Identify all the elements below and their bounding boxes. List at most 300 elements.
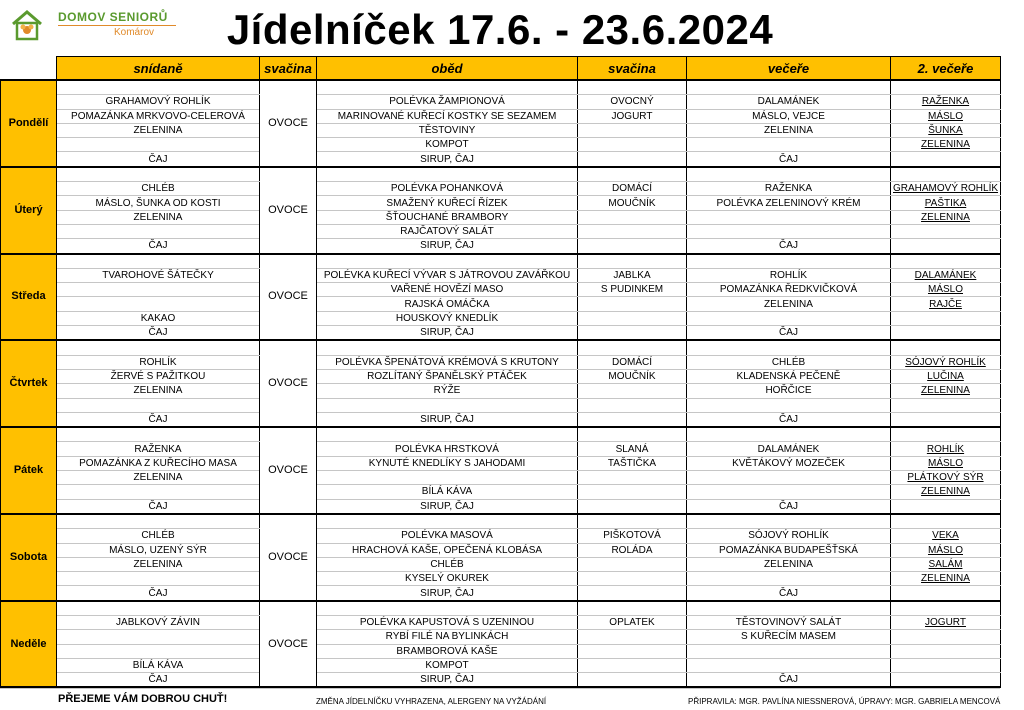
table-row xyxy=(1,152,1001,167)
cell-second-dinner xyxy=(891,182,1001,196)
cell-second-dinner xyxy=(891,268,1001,282)
cell-snack-2: PIŠKOTOVÁ xyxy=(578,529,687,543)
cell-snack-2 xyxy=(578,471,687,485)
cell-breakfast: ZELENINA xyxy=(57,557,260,571)
second-dinner-item: RAŽENKA xyxy=(921,96,970,108)
cell-breakfast xyxy=(57,485,260,499)
cell-snack-1: OVOCE xyxy=(260,80,317,167)
cell-lunch: VAŘENÉ HOVĚZÍ MASO xyxy=(317,283,578,297)
cell-breakfast xyxy=(57,138,260,152)
cell-lunch: POLÉVKA POHANKOVÁ xyxy=(317,182,578,196)
cell-second-dinner xyxy=(891,557,1001,571)
cell-second-dinner xyxy=(891,109,1001,123)
cell-dinner xyxy=(687,471,891,485)
cell-snack-2 xyxy=(578,514,687,529)
cell-snack-2: S PUDINKEM xyxy=(578,283,687,297)
cell-breakfast: ČAJ xyxy=(57,412,260,427)
cell-second-dinner xyxy=(891,427,1001,442)
cell-second-dinner xyxy=(891,673,1001,688)
cell-snack-2: DOMÁCÍ xyxy=(578,182,687,196)
cell-breakfast xyxy=(57,254,260,269)
table-row xyxy=(1,138,1001,152)
cell-second-dinner xyxy=(891,644,1001,658)
table-row xyxy=(1,398,1001,412)
cell-breakfast: GRAHAMOVÝ ROHLÍK xyxy=(57,95,260,109)
second-dinner-item: MÁSLO xyxy=(927,110,963,122)
second-dinner-item: LUČINA xyxy=(927,371,964,383)
cell-snack-2: JABLKA xyxy=(578,268,687,282)
cell-second-dinner xyxy=(891,384,1001,398)
cell-lunch: TĚSTOVINY xyxy=(317,123,578,137)
cell-breakfast: TVAROHOVÉ ŠÁTEČKY xyxy=(57,268,260,282)
table-row xyxy=(1,543,1001,557)
cell-breakfast: ČAJ xyxy=(57,152,260,167)
cell-dinner xyxy=(687,398,891,412)
cell-snack-2 xyxy=(578,123,687,137)
cell-second-dinner xyxy=(891,355,1001,369)
table-row xyxy=(1,283,1001,297)
cell-lunch xyxy=(317,514,578,529)
cell-snack-2: JOGURT xyxy=(578,109,687,123)
cell-dinner: TĚSTOVINOVÝ SALÁT xyxy=(687,615,891,629)
cell-lunch: HOUSKOVÝ KNEDLÍK xyxy=(317,311,578,325)
cell-dinner xyxy=(687,210,891,224)
cell-lunch xyxy=(317,601,578,616)
table-row xyxy=(1,239,1001,254)
cell-dinner xyxy=(687,224,891,238)
table-row xyxy=(1,224,1001,238)
second-dinner-item: ZELENINA xyxy=(921,139,970,151)
logo-subtitle: Komárov xyxy=(114,27,155,38)
day-label: Čtvrtek xyxy=(1,340,57,427)
cell-snack-2 xyxy=(578,644,687,658)
table-row xyxy=(1,485,1001,499)
cell-snack-2 xyxy=(578,586,687,601)
cell-dinner xyxy=(687,485,891,499)
day-label: Neděle xyxy=(1,601,57,688)
header-row xyxy=(1,57,1001,81)
cell-lunch: MARINOVANÉ KUŘECÍ KOSTKY SE SEZAMEM xyxy=(317,109,578,123)
cell-breakfast: POMAZÁNKA MRKVOVO-CELEROVÁ xyxy=(57,109,260,123)
cell-breakfast: ČAJ xyxy=(57,239,260,254)
cell-second-dinner xyxy=(891,152,1001,167)
cell-lunch xyxy=(317,340,578,355)
cell-breakfast xyxy=(57,572,260,586)
cell-second-dinner xyxy=(891,224,1001,238)
cell-dinner xyxy=(687,311,891,325)
cell-second-dinner xyxy=(891,340,1001,355)
header-dinner: večeře xyxy=(687,57,891,81)
cell-snack-2 xyxy=(578,326,687,341)
cell-snack-1: OVOCE xyxy=(260,340,317,427)
cell-breakfast xyxy=(57,514,260,529)
second-dinner-item: ROHLÍK xyxy=(926,443,965,455)
cell-lunch: RAJČATOVÝ SALÁT xyxy=(317,224,578,238)
cell-dinner: POLÉVKA ZELENINOVÝ KRÉM xyxy=(687,196,891,210)
cell-lunch: SIRUP, ČAJ xyxy=(317,239,578,254)
cell-snack-2: MOUČNÍK xyxy=(578,196,687,210)
cell-dinner: ČAJ xyxy=(687,673,891,688)
cell-breakfast: ČAJ xyxy=(57,586,260,601)
cell-dinner xyxy=(687,572,891,586)
table-row xyxy=(1,514,1001,529)
cell-snack-2: OVOCNÝ xyxy=(578,95,687,109)
cell-lunch: SIRUP, ČAJ xyxy=(317,499,578,514)
cell-lunch: BRAMBOROVÁ KAŠE xyxy=(317,644,578,658)
cell-breakfast: KAKAO xyxy=(57,311,260,325)
second-dinner-item: MÁSLO xyxy=(927,284,963,296)
cell-second-dinner xyxy=(891,297,1001,311)
cell-second-dinner xyxy=(891,210,1001,224)
cell-breakfast: RAŽENKA xyxy=(57,442,260,456)
table-row xyxy=(1,109,1001,123)
cell-snack-1: OVOCE xyxy=(260,601,317,688)
cell-breakfast xyxy=(57,601,260,616)
menu-table xyxy=(0,56,1001,688)
table-row xyxy=(1,442,1001,456)
cell-lunch: SMAŽENÝ KUŘECÍ ŘÍZEK xyxy=(317,196,578,210)
cell-second-dinner xyxy=(891,442,1001,456)
cell-lunch: CHLÉB xyxy=(317,557,578,571)
cell-snack-2 xyxy=(578,340,687,355)
cell-second-dinner xyxy=(891,601,1001,616)
cell-dinner: ZELENINA xyxy=(687,297,891,311)
cell-snack-2 xyxy=(578,673,687,688)
cell-dinner: DALAMÁNEK xyxy=(687,442,891,456)
cell-snack-2 xyxy=(578,427,687,442)
cell-lunch: RYBÍ FILÉ NA BYLINKÁCH xyxy=(317,630,578,644)
cell-breakfast: CHLÉB xyxy=(57,529,260,543)
header-corner xyxy=(1,57,57,81)
cell-second-dinner xyxy=(891,254,1001,269)
second-dinner-item: ZELENINA xyxy=(921,486,970,498)
day-label: Pondělí xyxy=(1,80,57,167)
cell-breakfast: BÍLÁ KÁVA xyxy=(57,658,260,672)
cell-snack-2 xyxy=(578,152,687,167)
cell-second-dinner xyxy=(891,529,1001,543)
cell-dinner xyxy=(687,644,891,658)
table-row xyxy=(1,326,1001,341)
cell-second-dinner xyxy=(891,658,1001,672)
header-lunch: oběd xyxy=(317,57,578,81)
cell-second-dinner xyxy=(891,572,1001,586)
table-row xyxy=(1,369,1001,383)
cell-snack-2 xyxy=(578,167,687,182)
cell-lunch: RÝŽE xyxy=(317,384,578,398)
table-row xyxy=(1,80,1001,95)
header-snack-2: svačina xyxy=(578,57,687,81)
cell-lunch: POLÉVKA ŽAMPIONOVÁ xyxy=(317,95,578,109)
table-row xyxy=(1,297,1001,311)
cell-lunch: KOMPOT xyxy=(317,658,578,672)
cell-dinner: ČAJ xyxy=(687,152,891,167)
table-row xyxy=(1,210,1001,224)
table-row xyxy=(1,95,1001,109)
cell-breakfast: CHLÉB xyxy=(57,182,260,196)
table-row xyxy=(1,196,1001,210)
cell-lunch: KYSELÝ OKUREK xyxy=(317,572,578,586)
second-dinner-item: ZELENINA xyxy=(921,211,970,223)
header-second-dinner: 2. večeře xyxy=(891,57,1001,81)
second-dinner-item: ŠUNKA xyxy=(928,125,963,137)
cell-second-dinner xyxy=(891,196,1001,210)
cell-dinner: POMAZÁNKA BUDAPEŠŤSKÁ xyxy=(687,543,891,557)
cell-dinner: KLADENSKÁ PEČENĚ xyxy=(687,369,891,383)
cell-breakfast xyxy=(57,297,260,311)
cell-snack-2 xyxy=(578,398,687,412)
cell-dinner: KVĚTÁKOVÝ MOZEČEK xyxy=(687,456,891,470)
cell-second-dinner xyxy=(891,398,1001,412)
cell-dinner: MÁSLO, VEJCE xyxy=(687,109,891,123)
cell-dinner: CHLÉB xyxy=(687,355,891,369)
cell-second-dinner xyxy=(891,123,1001,137)
second-dinner-item: DALAMÁNEK xyxy=(914,270,977,281)
cell-breakfast: ČAJ xyxy=(57,673,260,688)
cell-snack-1: OVOCE xyxy=(260,167,317,254)
cell-breakfast xyxy=(57,630,260,644)
cell-second-dinner xyxy=(891,326,1001,341)
cell-breakfast: ČAJ xyxy=(57,326,260,341)
second-dinner-item: VEKA xyxy=(932,530,959,542)
second-dinner-item: SÓJOVÝ ROHLÍK xyxy=(905,356,986,368)
cell-second-dinner xyxy=(891,80,1001,95)
cell-lunch: POLÉVKA HRSTKOVÁ xyxy=(317,442,578,456)
table-row xyxy=(1,167,1001,182)
cell-dinner xyxy=(687,138,891,152)
table-row xyxy=(1,630,1001,644)
cell-dinner: ZELENINA xyxy=(687,557,891,571)
cell-second-dinner xyxy=(891,485,1001,499)
cell-breakfast: MÁSLO, ŠUNKA OD KOSTI xyxy=(57,196,260,210)
table-row xyxy=(1,412,1001,427)
table-row xyxy=(1,499,1001,514)
table-row xyxy=(1,340,1001,355)
second-dinner-item: ZELENINA xyxy=(921,385,970,397)
cell-breakfast xyxy=(57,283,260,297)
cell-dinner xyxy=(687,514,891,529)
table-row xyxy=(1,254,1001,269)
table-row xyxy=(1,586,1001,601)
cell-second-dinner xyxy=(891,471,1001,485)
cell-breakfast: ZELENINA xyxy=(57,210,260,224)
cell-lunch: SIRUP, ČAJ xyxy=(317,326,578,341)
cell-dinner: DALAMÁNEK xyxy=(687,95,891,109)
cell-snack-1: OVOCE xyxy=(260,254,317,341)
table-row xyxy=(1,182,1001,196)
second-dinner-item: SALÁM xyxy=(928,558,963,570)
logo-name: DOMOV SENIORŮ xyxy=(58,10,168,24)
cell-lunch: SIRUP, ČAJ xyxy=(317,152,578,167)
cell-second-dinner xyxy=(891,499,1001,514)
cell-breakfast xyxy=(57,398,260,412)
cell-snack-2 xyxy=(578,224,687,238)
cell-breakfast: ZELENINA xyxy=(57,471,260,485)
cell-dinner: HOŘČICE xyxy=(687,384,891,398)
cell-dinner: ČAJ xyxy=(687,499,891,514)
cell-breakfast: MÁSLO, UZENÝ SÝR xyxy=(57,543,260,557)
cell-breakfast xyxy=(57,644,260,658)
cell-lunch xyxy=(317,80,578,95)
table-row xyxy=(1,529,1001,543)
cell-dinner: ZELENINA xyxy=(687,123,891,137)
cell-dinner xyxy=(687,167,891,182)
page-title: Jídelníček 17.6. - 23.6.2024 xyxy=(226,6,774,53)
cell-snack-2 xyxy=(578,254,687,269)
table-row xyxy=(1,673,1001,688)
cell-snack-2: MOUČNÍK xyxy=(578,369,687,383)
cell-snack-2 xyxy=(578,499,687,514)
second-dinner-item: MÁSLO xyxy=(927,457,963,469)
cell-lunch: POLÉVKA KAPUSTOVÁ S UZENINOU xyxy=(317,615,578,629)
table-row xyxy=(1,384,1001,398)
footer-credits: PŘIPRAVILA: MGR. PAVLÍNA NIESSNEROVÁ, ÚPRAVY: MGR. GABRIELA MENCOVÁ xyxy=(688,697,1001,706)
cell-dinner: RAŽENKA xyxy=(687,182,891,196)
cell-lunch xyxy=(317,398,578,412)
cell-second-dinner xyxy=(891,412,1001,427)
day-label: Sobota xyxy=(1,514,57,601)
cell-dinner: ROHLÍK xyxy=(687,268,891,282)
footer-note: ZMĚNA JÍDELNÍČKU VYHRAZENA, ALERGENY NA VYŽÁDÁNÍ xyxy=(316,697,547,706)
cell-snack-1: OVOCE xyxy=(260,427,317,514)
cell-dinner xyxy=(687,427,891,442)
table-row xyxy=(1,268,1001,282)
footer-wish: PŘEJEME VÁM DOBROU CHUŤ! xyxy=(58,693,228,705)
cell-snack-2 xyxy=(578,80,687,95)
second-dinner-item: ZELENINA xyxy=(921,573,970,585)
cell-second-dinner xyxy=(891,369,1001,383)
cell-breakfast: ČAJ xyxy=(57,499,260,514)
cell-snack-2 xyxy=(578,630,687,644)
cell-second-dinner xyxy=(891,95,1001,109)
cell-breakfast xyxy=(57,167,260,182)
cell-breakfast xyxy=(57,80,260,95)
cell-dinner: ČAJ xyxy=(687,326,891,341)
cell-lunch: KOMPOT xyxy=(317,138,578,152)
cell-lunch: BÍLÁ KÁVA xyxy=(317,485,578,499)
cell-second-dinner xyxy=(891,615,1001,629)
cell-snack-2 xyxy=(578,601,687,616)
day-label: Pátek xyxy=(1,427,57,514)
cell-lunch: POLÉVKA KUŘECÍ VÝVAR S JÁTROVOU ZAVÁŘKOU xyxy=(317,268,578,282)
cell-second-dinner xyxy=(891,514,1001,529)
second-dinner-item: RAJČE xyxy=(929,298,962,310)
cell-dinner: S KUŘECÍM MASEM xyxy=(687,630,891,644)
cell-second-dinner xyxy=(891,138,1001,152)
cell-snack-2 xyxy=(578,297,687,311)
cell-dinner xyxy=(687,254,891,269)
second-dinner-item: MÁSLO xyxy=(927,544,963,556)
table-row xyxy=(1,471,1001,485)
table-row xyxy=(1,123,1001,137)
second-dinner-item: PAŠTIKA xyxy=(924,197,967,209)
cell-snack-2 xyxy=(578,210,687,224)
cell-second-dinner xyxy=(891,167,1001,182)
cell-second-dinner xyxy=(891,543,1001,557)
cell-breakfast: ZELENINA xyxy=(57,123,260,137)
cell-lunch: SIRUP, ČAJ xyxy=(317,673,578,688)
cell-breakfast xyxy=(57,340,260,355)
cell-dinner: ČAJ xyxy=(687,239,891,254)
cell-dinner xyxy=(687,80,891,95)
cell-dinner: POMAZÁNKA ŘEDKVIČKOVÁ xyxy=(687,283,891,297)
table-row xyxy=(1,355,1001,369)
cell-breakfast: ROHLÍK xyxy=(57,355,260,369)
table-row xyxy=(1,427,1001,442)
cell-snack-2 xyxy=(578,311,687,325)
cell-second-dinner xyxy=(891,239,1001,254)
table-row xyxy=(1,601,1001,616)
cell-breakfast: JABLKOVÝ ZÁVIN xyxy=(57,615,260,629)
cell-breakfast xyxy=(57,427,260,442)
cell-lunch: ŠŤOUCHANÉ BRAMBORY xyxy=(317,210,578,224)
cell-breakfast xyxy=(57,224,260,238)
table-row xyxy=(1,311,1001,325)
second-dinner-item: JOGURT xyxy=(925,617,966,629)
cell-second-dinner xyxy=(891,283,1001,297)
cell-dinner xyxy=(687,601,891,616)
cell-lunch: POLÉVKA ŠPENÁTOVÁ KRÉMOVÁ S KRUTONY xyxy=(317,355,578,369)
cell-lunch xyxy=(317,427,578,442)
cell-snack-2 xyxy=(578,485,687,499)
cell-second-dinner xyxy=(891,630,1001,644)
cell-lunch xyxy=(317,254,578,269)
cell-snack-2: SLANÁ xyxy=(578,442,687,456)
table-row xyxy=(1,644,1001,658)
cell-lunch xyxy=(317,167,578,182)
cell-snack-2 xyxy=(578,658,687,672)
cell-second-dinner xyxy=(891,456,1001,470)
cell-dinner: ČAJ xyxy=(687,412,891,427)
header-snack-1: svačina xyxy=(260,57,317,81)
cell-second-dinner xyxy=(891,311,1001,325)
day-label: Středa xyxy=(1,254,57,341)
cell-lunch: HRACHOVÁ KAŠE, OPEČENÁ KLOBÁSA xyxy=(317,543,578,557)
cell-breakfast: POMAZÁNKA Z KUŘECÍHO MASA xyxy=(57,456,260,470)
cell-lunch: POLÉVKA MASOVÁ xyxy=(317,529,578,543)
cell-lunch: SIRUP, ČAJ xyxy=(317,412,578,427)
cell-snack-2: TAŠTIČKA xyxy=(578,456,687,470)
cell-snack-2 xyxy=(578,384,687,398)
cell-snack-2 xyxy=(578,138,687,152)
cell-snack-2: ROLÁDA xyxy=(578,543,687,557)
cell-dinner: ČAJ xyxy=(687,586,891,601)
second-dinner-item: GRAHAMOVÝ ROHLÍK xyxy=(893,183,999,195)
footer-divider xyxy=(0,688,1000,689)
cell-lunch: KYNUTÉ KNEDLÍKY S JAHODAMI xyxy=(317,456,578,470)
cell-snack-2: DOMÁCÍ xyxy=(578,355,687,369)
cell-dinner: SÓJOVÝ ROHLÍK xyxy=(687,529,891,543)
cell-lunch: SIRUP, ČAJ xyxy=(317,586,578,601)
table-row xyxy=(1,456,1001,470)
cell-snack-2: OPLATEK xyxy=(578,615,687,629)
table-row xyxy=(1,615,1001,629)
cell-breakfast: ŽERVÉ S PAŽITKOU xyxy=(57,369,260,383)
header-breakfast: snídaně xyxy=(57,57,260,81)
cell-snack-2 xyxy=(578,572,687,586)
table-row xyxy=(1,572,1001,586)
cell-dinner xyxy=(687,340,891,355)
table-row xyxy=(1,557,1001,571)
cell-lunch xyxy=(317,471,578,485)
cell-snack-2 xyxy=(578,239,687,254)
cell-snack-2 xyxy=(578,557,687,571)
table-row xyxy=(1,658,1001,672)
day-label: Úterý xyxy=(1,167,57,254)
cell-dinner xyxy=(687,658,891,672)
cell-lunch: RAJSKÁ OMÁČKA xyxy=(317,297,578,311)
cell-lunch: ROZLÍTANÝ ŠPANĚLSKÝ PTÁČEK xyxy=(317,369,578,383)
cell-second-dinner xyxy=(891,586,1001,601)
